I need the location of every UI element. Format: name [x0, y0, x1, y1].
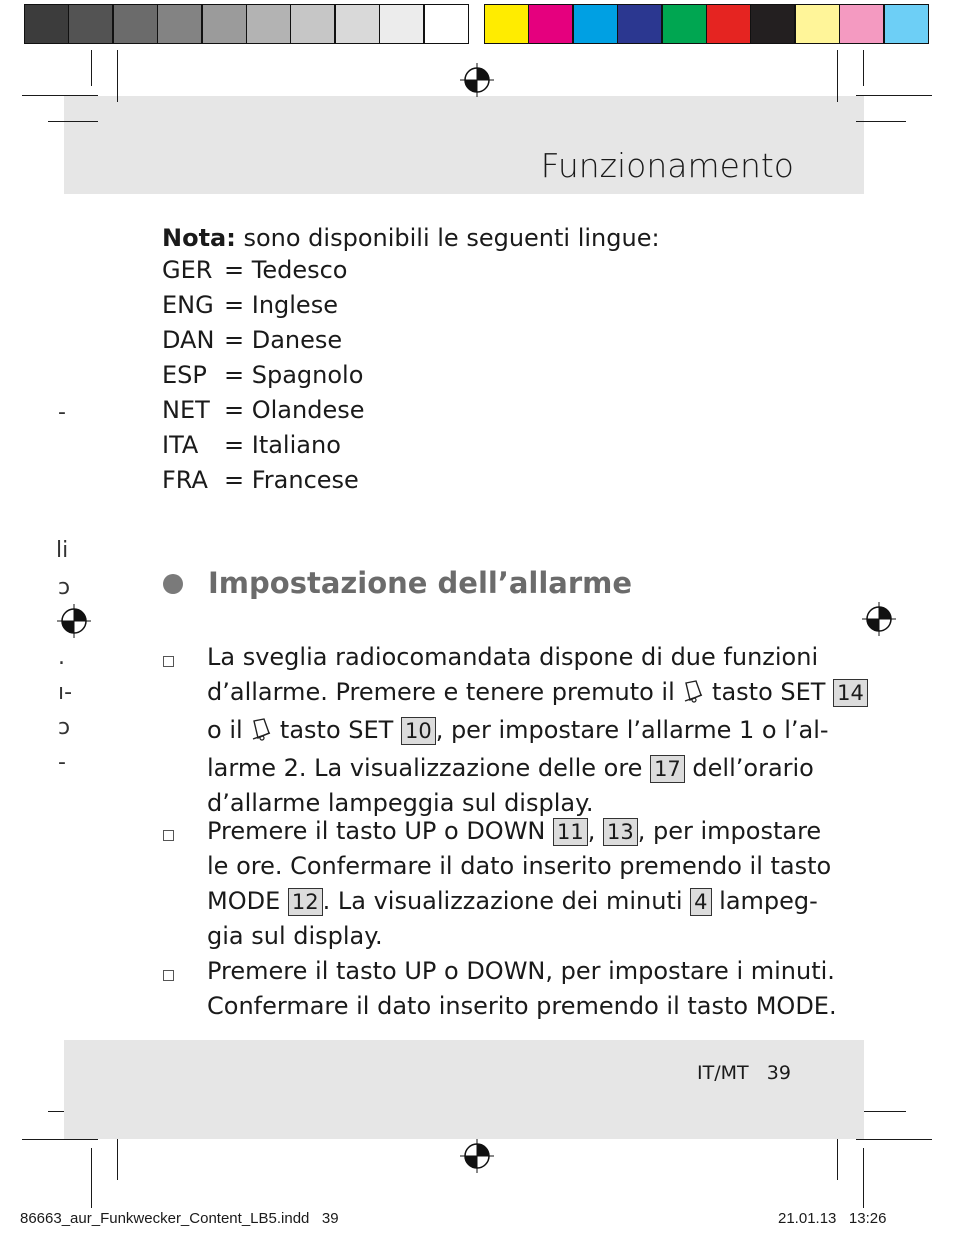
- gray-swatch: [424, 4, 469, 44]
- part-reference-badge: 11: [553, 818, 588, 846]
- crop-mark: [837, 50, 838, 102]
- instruction-item: [207, 814, 832, 954]
- instruction-text: , per impostare l’allarme 1 o l’al-: [435, 716, 829, 744]
- page-footer: [697, 1062, 791, 1084]
- registration-mark-icon: [57, 604, 91, 638]
- part-reference-badge: 14: [833, 679, 868, 707]
- instruction-text: , per impostare: [637, 817, 822, 845]
- crop-mark: [856, 1139, 932, 1140]
- instruction-text: Premere il tasto UP o DOWN, per impostare i minuti.: [207, 957, 835, 985]
- bell-icon: [682, 678, 704, 713]
- instruction-text: le ore. Confermare il dato inserito premendo il tasto: [207, 852, 832, 880]
- note-line: [162, 221, 660, 256]
- bleed-fragment: ı-: [58, 680, 73, 705]
- language-name: = Olandese: [224, 396, 365, 424]
- instruction-item: [207, 640, 864, 821]
- language-name: = Francese: [224, 466, 359, 494]
- language-row: [162, 396, 364, 424]
- instruction-line: [207, 675, 864, 713]
- instruction-text: o il: [207, 716, 251, 744]
- instruction-line: [207, 751, 814, 786]
- bleed-fragment: ɔ: [58, 715, 71, 740]
- instruction-item: [207, 954, 837, 1024]
- gray-swatch: [379, 4, 424, 44]
- color-swatch: [706, 4, 751, 44]
- color-swatch: [795, 4, 840, 44]
- language-row: [162, 466, 359, 494]
- instruction-text: tasto SET: [272, 716, 401, 744]
- instruction-text: Premere il tasto UP o DOWN: [207, 817, 554, 845]
- instruction-text: tasto SET: [704, 678, 834, 706]
- language-row: [162, 256, 347, 284]
- crop-mark: [856, 95, 932, 96]
- crop-mark: [22, 95, 98, 96]
- note-text: sono disponibili le seguenti lingue:: [235, 224, 660, 252]
- part-reference-badge: 12: [288, 888, 323, 916]
- crop-mark: [117, 1132, 118, 1180]
- part-reference-badge: 17: [650, 755, 685, 783]
- page-title: Funzionamento: [540, 146, 794, 185]
- gray-swatch: [68, 4, 113, 44]
- color-swatch: [884, 4, 929, 44]
- color-swatch: [617, 4, 662, 44]
- gray-swatch: [113, 4, 158, 44]
- instruction-text: lampeg-: [711, 887, 818, 915]
- crop-mark: [837, 1132, 838, 1180]
- instruction-line: [207, 814, 822, 849]
- instruction-line: [207, 849, 832, 884]
- instruction-text: ,: [587, 817, 604, 845]
- language-code: ITA: [162, 431, 199, 459]
- language-code: ENG: [162, 291, 214, 319]
- crop-mark: [91, 50, 92, 86]
- instruction-text: d’allarme lampeggia sul display.: [207, 789, 594, 817]
- language-row: [162, 361, 363, 389]
- crop-mark: [117, 50, 118, 102]
- language-name: = Danese: [224, 326, 343, 354]
- color-swatch: [528, 4, 573, 44]
- bleed-fragment: ɔ: [58, 575, 71, 600]
- page-number: 39: [766, 1062, 791, 1084]
- language-code: GER: [162, 256, 213, 284]
- language-name: = Inglese: [224, 291, 338, 319]
- instruction-text: larme 2. La visualizzazione delle ore: [207, 754, 651, 782]
- gray-swatch: [24, 4, 69, 44]
- crop-mark: [856, 121, 906, 122]
- color-swatch: [662, 4, 707, 44]
- bleed-fragment: .: [58, 645, 65, 670]
- instruction-text: dell’orario: [684, 754, 814, 782]
- language-name: = Tedesco: [224, 256, 348, 284]
- language-code: FRA: [162, 466, 208, 494]
- crop-mark: [22, 1139, 98, 1140]
- instruction-line: [207, 919, 807, 954]
- registration-mark-icon: [460, 1139, 494, 1173]
- part-reference-badge: 10: [401, 717, 436, 745]
- language-name: = Italiano: [224, 431, 341, 459]
- section-bullet-icon: [163, 574, 183, 594]
- gray-swatch: [246, 4, 291, 44]
- gray-swatch: [157, 4, 202, 44]
- gray-swatch: [335, 4, 380, 44]
- language-row: [162, 291, 338, 319]
- crop-mark: [48, 121, 98, 122]
- color-swatch: [484, 4, 529, 44]
- color-swatch: [573, 4, 618, 44]
- instruction-line: [207, 954, 835, 989]
- bell-icon: [250, 716, 272, 751]
- instruction-text: La sveglia radiocomandata dispone di due funzioni: [207, 643, 819, 671]
- part-reference-badge: 4: [690, 888, 711, 916]
- color-swatch: [839, 4, 884, 44]
- bleed-fragment: -: [58, 750, 66, 775]
- slug-file: 86663_aur_Funkwecker_Content_LB5.indd 39: [20, 1210, 339, 1227]
- instruction-text: gia sul display.: [207, 922, 383, 950]
- crop-mark: [863, 50, 864, 86]
- instruction-text: Confermare il dato inserito premendo il tasto MODE.: [207, 992, 837, 1020]
- crop-mark: [863, 1148, 864, 1208]
- instruction-line: [207, 884, 818, 919]
- gray-swatch: [290, 4, 335, 44]
- gray-swatch: [202, 4, 247, 44]
- language-row: [162, 326, 342, 354]
- language-code: DAN: [162, 326, 215, 354]
- footer-locale: IT/MT: [697, 1062, 749, 1084]
- instruction-text: d’allarme. Premere e tenere premuto il: [207, 678, 683, 706]
- footer-band: [64, 1040, 864, 1139]
- slug-date: 21.01.13 13:26: [778, 1210, 887, 1227]
- instruction-line: [207, 989, 837, 1024]
- language-code: NET: [162, 396, 210, 424]
- instruction-text: . La visualizzazione dei minuti: [322, 887, 691, 915]
- instruction-line: [207, 713, 829, 751]
- registration-mark-icon: [862, 602, 896, 636]
- part-reference-badge: 13: [603, 818, 638, 846]
- language-name: = Spagnolo: [224, 361, 364, 389]
- bleed-fragment: li: [56, 538, 69, 563]
- bleed-fragment: -: [58, 400, 66, 425]
- note-label: Nota:: [162, 224, 236, 252]
- crop-mark: [91, 1148, 92, 1208]
- checkbox-bullet-icon: [163, 830, 174, 841]
- section-heading: Impostazione dell’allarme: [208, 566, 633, 600]
- registration-mark-icon: [460, 63, 494, 97]
- instruction-line: [207, 640, 819, 675]
- language-row: [162, 431, 341, 459]
- instruction-text: MODE: [207, 887, 288, 915]
- checkbox-bullet-icon: [163, 656, 174, 667]
- color-swatch: [750, 4, 795, 44]
- checkbox-bullet-icon: [163, 970, 174, 981]
- language-code: ESP: [162, 361, 207, 389]
